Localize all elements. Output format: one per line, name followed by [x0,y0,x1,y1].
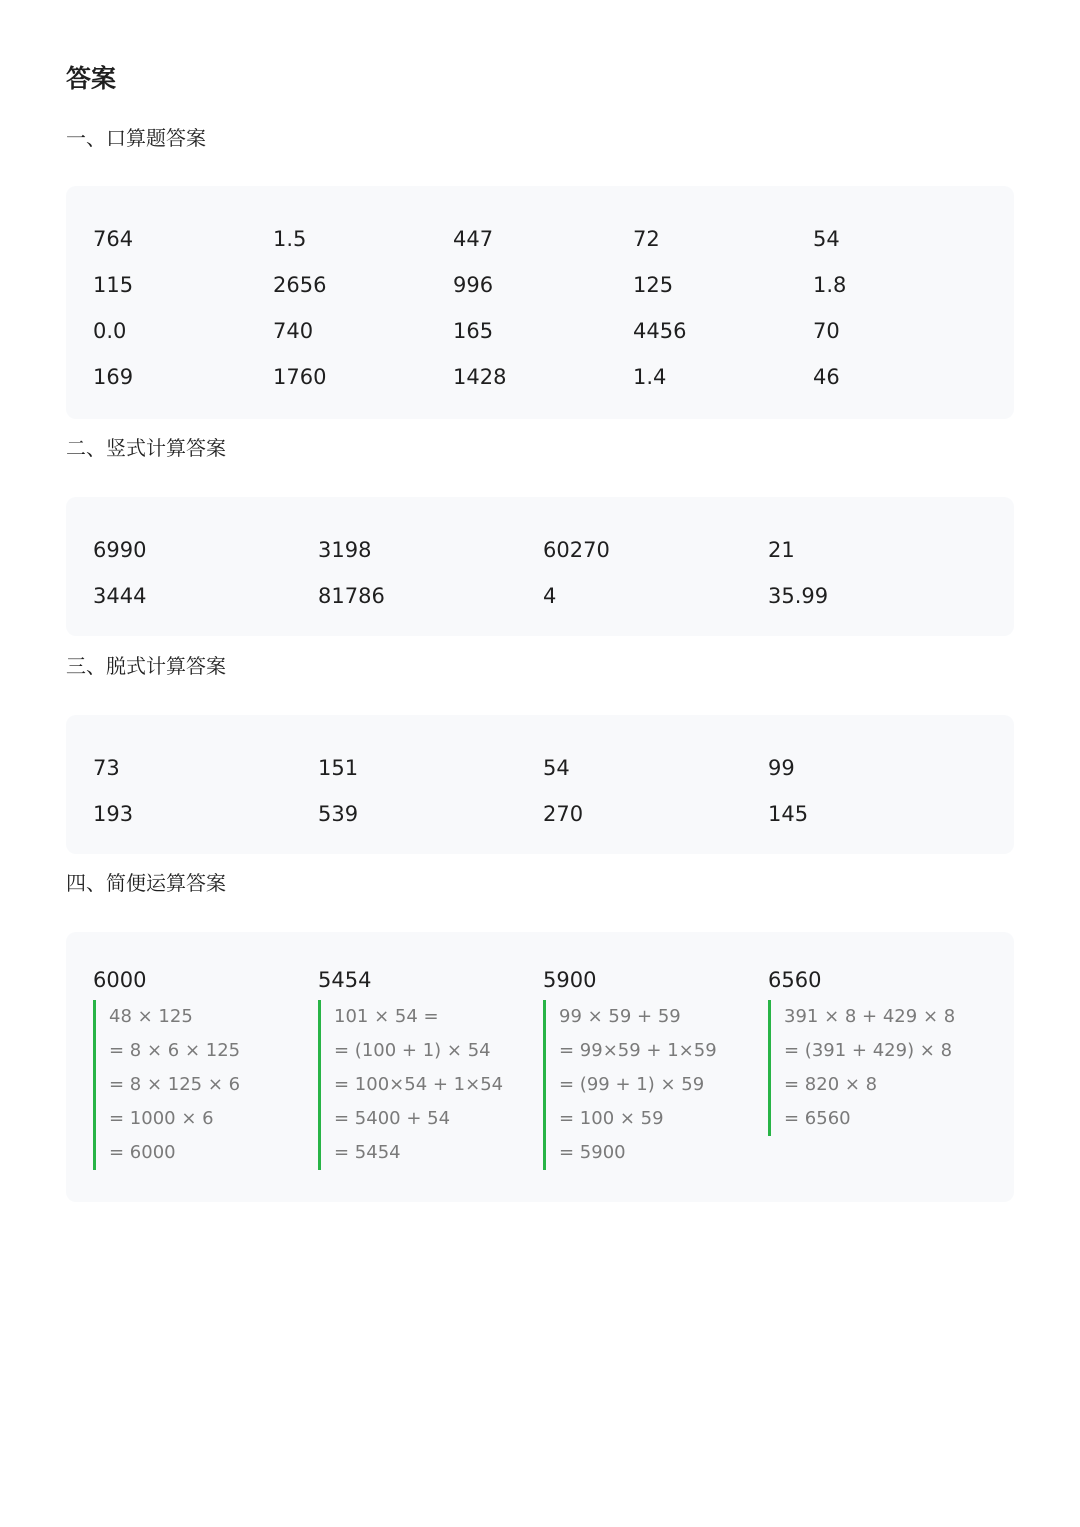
simplified-step: = 6000 [109,1142,176,1163]
answer-cell: 125 [633,273,674,297]
answer-cell: 46 [813,365,840,389]
simplified-answer-item [318,962,543,1170]
simplified-answers-box [66,932,1014,1202]
simplified-result: 5900 [543,968,597,992]
simplified-step: = 100 × 59 [559,1108,664,1129]
simplified-answer-item [768,962,993,1170]
simplified-step: = 8 × 125 × 6 [109,1074,241,1095]
answer-cell: 99 [768,756,795,780]
simplified-answer-item [543,962,768,1170]
answer-cell: 1.8 [813,273,847,297]
simplified-steps [543,1000,768,1170]
oral-answers-box [66,186,1014,419]
answer-cell: 1428 [453,365,507,389]
answer-cell: 54 [543,756,570,780]
answer-cell: 165 [453,319,494,343]
simplified-step: = 5454 [334,1142,401,1163]
simplified-step: = 1000 × 6 [109,1108,214,1129]
simplified-step: 99 × 59 + 59 [559,1006,681,1027]
answer-cell: 35.99 [768,584,829,608]
simplified-answer-item [93,962,318,1170]
answer-cell: 21 [768,538,795,562]
section-title-oral: 一、口算题答案 [66,126,206,150]
answer-cell: 73 [93,756,120,780]
answer-cell: 54 [813,227,840,251]
page-title: 答案 [66,64,117,93]
simplified-step: 391 × 8 + 429 × 8 [784,1006,956,1027]
answer-cell: 151 [318,756,359,780]
answer-cell: 3198 [318,538,372,562]
simplified-result: 6000 [93,968,147,992]
simplified-step: = (391 + 429) × 8 [784,1040,953,1061]
answer-cell: 81786 [318,584,385,608]
stepwise-answers-box [66,715,1014,854]
simplified-step: = 99×59 + 1×59 [559,1040,717,1061]
simplified-result: 6560 [768,968,822,992]
answer-cell: 3444 [93,584,147,608]
answer-cell: 4456 [633,319,687,343]
answer-cell: 1.4 [633,365,667,389]
simplified-step: = 6560 [784,1108,851,1129]
answer-cell: 115 [93,273,134,297]
answer-cell: 72 [633,227,660,251]
answer-cell: 6990 [93,538,147,562]
answer-cell: 2656 [273,273,327,297]
section-title-stepwise: 三、脱式计算答案 [66,654,226,678]
answer-cell: 740 [273,319,314,343]
oral-answers-grid [93,216,993,400]
simplified-step: = 8 × 6 × 125 [109,1040,241,1061]
answer-cell: 1760 [273,365,327,389]
section-title-simplified: 四、简便运算答案 [66,871,226,895]
simplified-step: = 100×54 + 1×54 [334,1074,504,1095]
answer-cell: 270 [543,802,584,826]
simplified-step: 101 × 54 = [334,1006,439,1027]
simplified-steps [768,1000,993,1136]
answer-cell: 193 [93,802,134,826]
answer-cell: 1.5 [273,227,307,251]
vertical-answers-grid [93,527,993,619]
answer-cell: 539 [318,802,359,826]
simplified-step: = 5900 [559,1142,626,1163]
simplified-steps [93,1000,318,1170]
answer-cell: 60270 [543,538,610,562]
stepwise-answers-grid [93,745,993,837]
simplified-result: 5454 [318,968,372,992]
vertical-answers-box [66,497,1014,636]
answer-cell: 996 [453,273,494,297]
section-title-vertical: 二、竖式计算答案 [66,436,226,460]
answer-cell: 70 [813,319,840,343]
answer-cell: 169 [93,365,134,389]
simplified-steps [318,1000,543,1170]
answer-cell: 0.0 [93,319,127,343]
answer-cell: 447 [453,227,494,251]
simplified-step: 48 × 125 [109,1006,193,1027]
simplified-step: = (100 + 1) × 54 [334,1040,491,1061]
answer-cell: 4 [543,584,557,608]
answer-cell: 764 [93,227,134,251]
simplified-step: = 5400 + 54 [334,1108,451,1129]
simplified-step: = (99 + 1) × 59 [559,1074,705,1095]
simplified-answers-columns [93,962,993,1170]
answer-cell: 145 [768,802,809,826]
simplified-step: = 820 × 8 [784,1074,878,1095]
